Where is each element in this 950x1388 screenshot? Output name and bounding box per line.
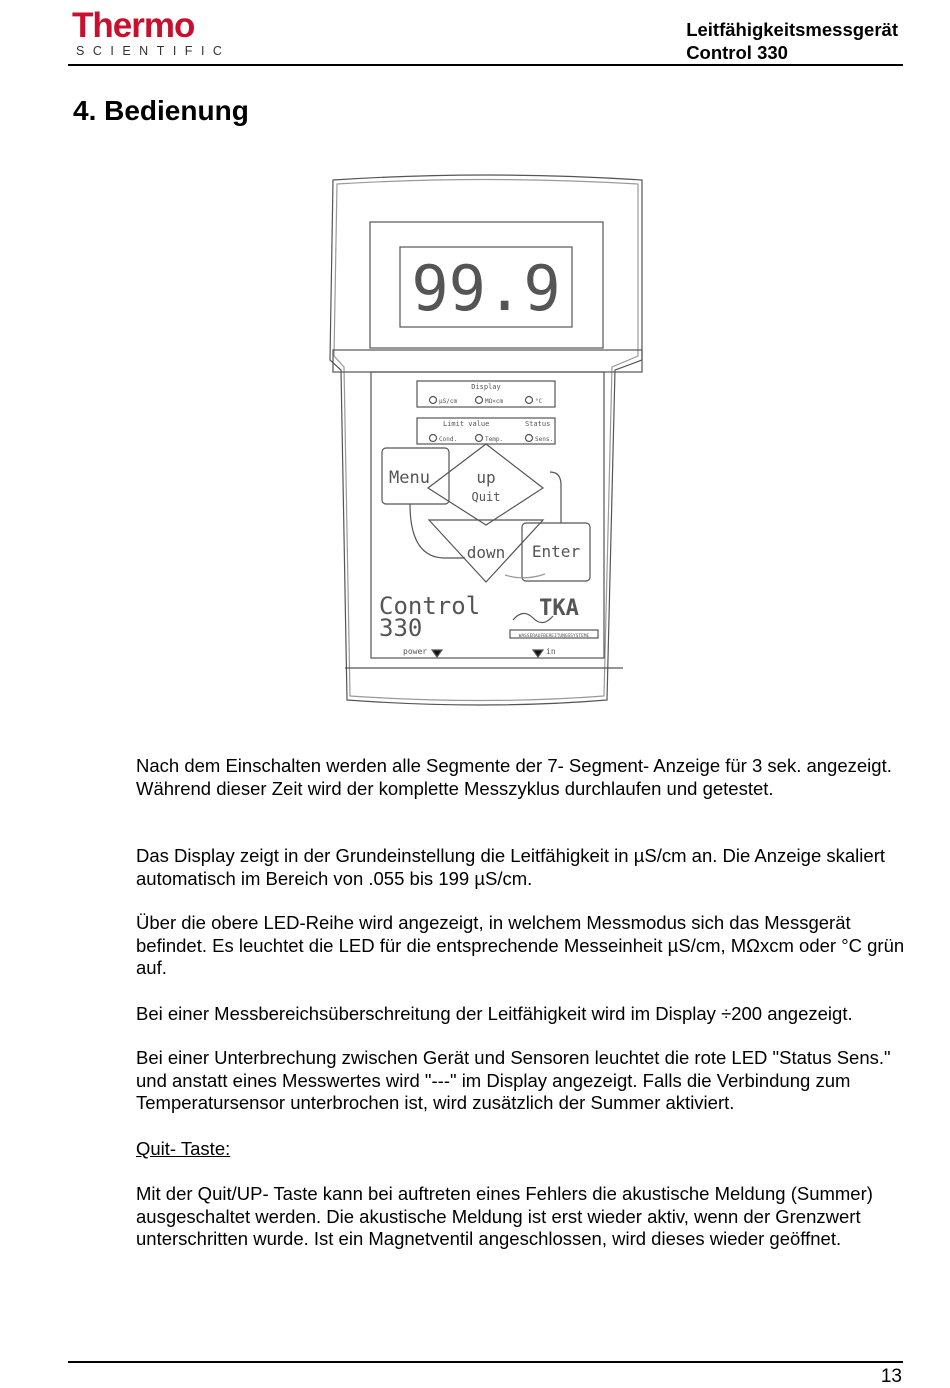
running-header xyxy=(686,18,898,64)
thermo-scientific-logo xyxy=(72,8,230,58)
logo-subtext: SCIENTIFIC xyxy=(76,44,231,58)
paragraph-startup: Nach dem Einschalten werden alle Segmente der 7- Segment- Anzeige für 3 sek. angezeigt. Während dieser Zeit wird der komplette Messzyklus durchlaufen und getestet. xyxy=(136,755,892,799)
led-label-temp: Temp. xyxy=(485,436,504,443)
in-port-label: in xyxy=(546,647,556,656)
limit-label: Limit value xyxy=(443,420,490,428)
quit-button-label: Quit xyxy=(471,490,501,504)
device-illustration xyxy=(325,170,650,715)
brand-logo-text: TKA xyxy=(539,596,579,621)
header-title: Leitfähigkeitsmessgerät xyxy=(686,19,898,40)
down-button-label: down xyxy=(466,543,506,562)
menu-button-label: Menu xyxy=(389,468,430,488)
paragraph-quit-key: Mit der Quit/UP- Taste kann bei auftreten eines Fehlers die akustische Meldung (Summer) ausgeschaltet werden. Die akustische Meldung ist erst wieder aktiv, wenn der Grenzwert unterschritten wurde. Ist ein Magnetventil angeschlossen, wird dieses wieder geöffnet. xyxy=(136,1183,873,1250)
page-number: 13 xyxy=(880,1366,902,1387)
status-label: Status xyxy=(525,420,551,428)
logo-text: Thermo xyxy=(72,6,195,45)
model-number-label: 330 xyxy=(379,614,423,642)
brand-subtitle: WASSERAUFBEREITUNGSSYSTEME xyxy=(518,634,590,639)
up-button-label: up xyxy=(476,468,496,487)
display-readout: 99.9 xyxy=(411,252,561,325)
led-label-sens: Sens. xyxy=(535,436,554,443)
power-port-label: power xyxy=(403,647,428,656)
header-rule xyxy=(68,64,903,66)
model-name-label: Control xyxy=(379,592,481,620)
paragraph-overrange: Bei einer Messbereichsüberschreitung der Leitfähigkeit wird im Display ÷200 angezeigt. xyxy=(136,1003,853,1024)
paragraph-sensor-fault: Bei einer Unterbrechung zwischen Gerät und Sensoren leuchtet die rote LED "Status Sens." und anstatt eines Messwertes wird "---" im Display angezeigt. Falls die Verbindung zum Temperatursensor unterbrochen ist, wird zusätzlich der Summer aktiviert. xyxy=(136,1047,891,1114)
paragraph-display: Das Display zeigt in der Grundeinstellung die Leitfähigkeit in µS/cm an. Die Anzeige skaliert automatisch im Bereich von .055 bis 199 µS/cm. xyxy=(136,845,885,889)
header-model: Control 330 xyxy=(686,42,788,63)
enter-button-label: Enter xyxy=(531,542,581,561)
paragraph-led-row: Über die obere LED-Reihe wird angezeigt, in welchem Messmodus sich das Messgerät befindet. Es leuchtet die LED für die entsprechende Messeinheit µS/cm, MΩxcm oder °C grün auf. xyxy=(136,912,905,979)
led-label-cond: Cond. xyxy=(439,436,458,443)
subheading-quit-key: Quit- Taste: xyxy=(136,1138,231,1159)
led-label-us: µS/cm xyxy=(439,398,458,405)
led-label-degc: °C xyxy=(535,398,543,405)
display-panel-label: Display xyxy=(471,383,501,391)
section-title: 4. Bedienung xyxy=(73,95,249,126)
footer-rule xyxy=(68,1361,903,1363)
led-label-mohm: MΩ×cm xyxy=(485,398,504,405)
